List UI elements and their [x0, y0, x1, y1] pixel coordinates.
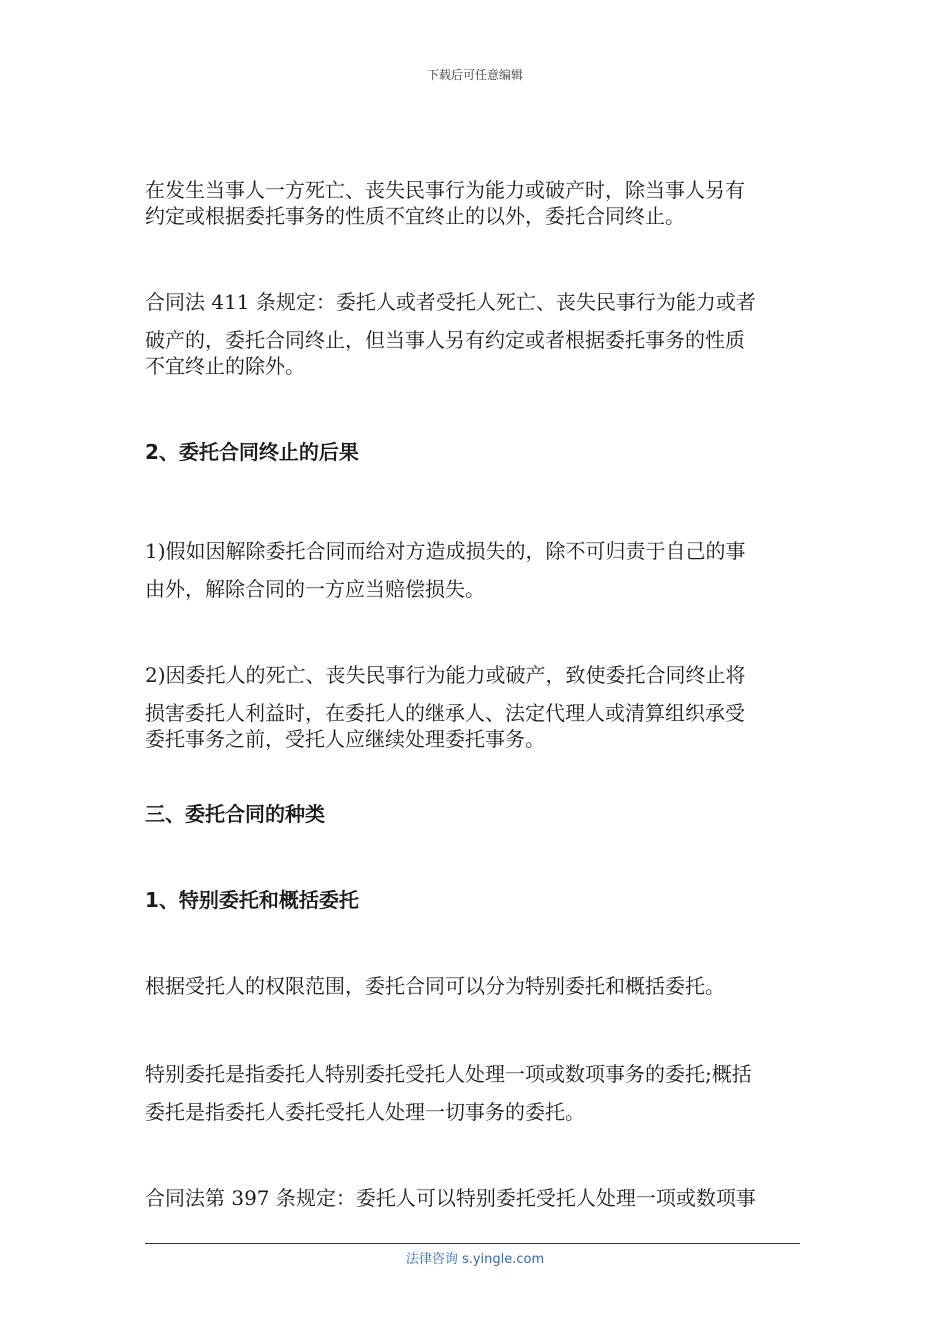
- heading-text: 1、特别委托和概括委托: [145, 888, 359, 912]
- paragraph-line: 不宜终止的除外。: [145, 354, 305, 378]
- paragraph-line: 由外，解除合同的一方应当赔偿损失。: [145, 577, 485, 601]
- footer-divider: [145, 1243, 800, 1244]
- paragraph-line: 破产的，委托合同终止，但当事人另有约定或者根据委托事务的性质: [145, 328, 745, 352]
- paragraph-line: 合同法第 397 条规定：委托人可以特别委托受托人处理一项或数项事: [145, 1186, 756, 1210]
- paragraph-line: 在发生当事人一方死亡、丧失民事行为能力或破产时，除当事人另有: [145, 178, 745, 202]
- paragraph-line: 委托事务之前，受托人应继续处理委托事务。: [145, 727, 545, 751]
- paragraph-line: 委托是指委托人委托受托人处理一切事务的委托。: [145, 1100, 585, 1124]
- paragraph-line: 1)假如因解除委托合同而给对方造成损失的，除不可归责于自己的事: [145, 539, 746, 563]
- heading-text: 三、委托合同的种类: [145, 802, 325, 826]
- paragraph-line: 损害委托人利益时，在委托人的继承人、法定代理人或清算组织承受: [145, 701, 745, 725]
- paragraph-line: 合同法 411 条规定：委托人或者受托人死亡、丧失民事行为能力或者: [145, 290, 756, 314]
- heading-text: 2、委托合同终止的后果: [145, 440, 359, 464]
- header-note: 下载后可任意编辑: [426, 68, 523, 82]
- paragraph-line: 根据受托人的权限范围，委托合同可以分为特别委托和概括委托。: [145, 974, 725, 998]
- paragraph-line: 2)因委托人的死亡、丧失民事行为能力或破产，致使委托合同终止将: [145, 663, 746, 687]
- paragraph-line: 特别委托是指委托人特别委托受托人处理一项或数项事务的委托;概括: [145, 1062, 752, 1086]
- footer-link[interactable]: 法律咨询 s.yingle.com: [405, 1252, 545, 1267]
- paragraph-line: 约定或根据委托事务的性质不宜终止的以外，委托合同终止。: [145, 204, 685, 228]
